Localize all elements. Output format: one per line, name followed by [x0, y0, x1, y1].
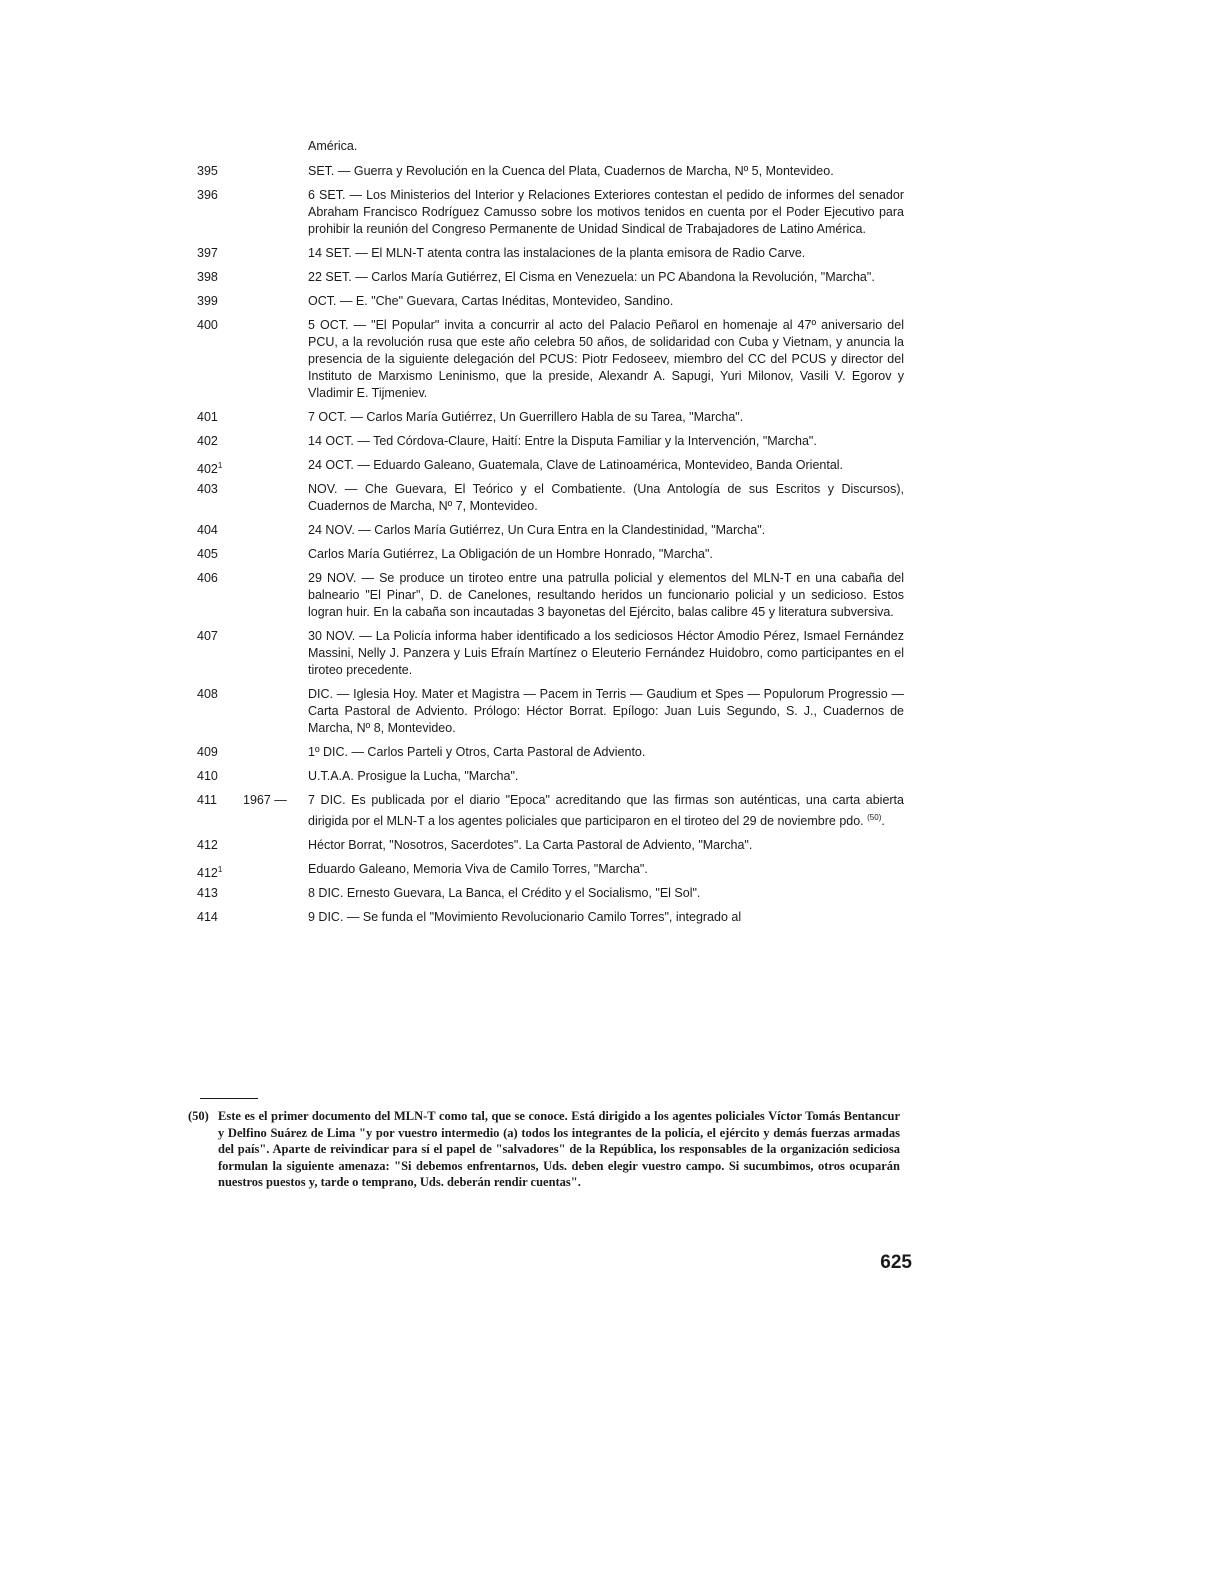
entry-text-body: 22 SET. — Carlos María Gutiérrez, El Cisma en Venezuela: un PC Abandona la Revolución, "Marcha". [308, 270, 875, 284]
entry-number-superscript: 1 [217, 461, 223, 470]
chronology-entry [0, 409, 1224, 426]
entry-number [197, 628, 247, 645]
entry-text [308, 686, 904, 737]
entry-text [308, 570, 904, 621]
chronology-entry [0, 792, 1224, 830]
entry-number [197, 245, 247, 262]
entry-text [308, 187, 904, 238]
entry-number-text: 412 [197, 838, 218, 853]
chronology-entry [0, 293, 1224, 310]
entry-number [197, 570, 247, 587]
entry-number-text: 408 [197, 687, 218, 701]
page-number: 625 [880, 1252, 912, 1273]
entry-text-body: 6 SET. — Los Ministerios del Interior y Relaciones Exteriores contestan el pedido de informes del senador Abraham Francisco Rodríguez Camusso sobre los motivos tenidos en cuenta por el Poder Ejecutivo para prohibir la reunión del Congreso Permanente de Unidad Sindical de Trabajadores de Latino América. [308, 188, 904, 236]
entry-number [197, 163, 247, 180]
chronology-entry [0, 885, 1224, 902]
entry-text-body: 5 OCT. — "El Popular" invita a concurrir al acto del Palacio Peñarol en homenaje al 47º aniversario del PCU, a la revolución rusa que este año celebra 50 años, de solidaridad con Cuba y Vietnam, y anuncia la presencia de la siguiente delegación del PCUS: Piotr Fedoseev, miembro del CC del PCUS y director del Instituto de Marxismo Leninismo, que la preside, Alexandr A. Sapugi, Yuri Milonov, Vasili V. Egorov y Vladimir E. Tijmeniev. [308, 318, 904, 400]
chronology-entry [0, 433, 1224, 450]
entry-number-text: 410 [197, 769, 218, 783]
entry-text [308, 792, 904, 830]
entry-number-text: 405 [197, 547, 218, 561]
entry-text-body: NOV. — Che Guevara, El Teórico y el Combatiente. (Una Antología de sus Escritos y Discursos), Cuadernos de Marcha, Nº 7, Montevideo. [308, 482, 904, 513]
entry-number-text: 413 [197, 886, 218, 901]
entry-number-text: 396 [197, 188, 218, 202]
entry-number [197, 481, 247, 498]
entry-number-text: 414 [197, 910, 218, 925]
entry-text [308, 885, 904, 902]
entry-text-body: 1º DIC. — Carlos Parteli y Otros, Carta Pastoral de Adviento. [308, 745, 646, 759]
footnote-marker: (50) [188, 1109, 209, 1123]
chronology-entry [0, 768, 1224, 785]
entry-text [308, 433, 904, 450]
chronology-entry [0, 187, 1224, 238]
chronology-entry [0, 481, 1224, 515]
entry-text-body: 7 DIC. Es publicada por el diario "Epoca" acreditando que las firmas son auténticas, una carta abierta dirigida por el MLN-T a los agentes policiales que participaron en el tiroteo del 29 de noviembre pdo. [308, 793, 904, 829]
entry-number [197, 293, 247, 310]
footnote [188, 1108, 900, 1191]
entry-text [308, 163, 904, 180]
entry-text [308, 744, 904, 761]
entry-number [197, 837, 247, 854]
entry-text [308, 457, 904, 474]
entry-text [308, 293, 904, 310]
entry-text [308, 269, 904, 286]
chronology-entry [0, 837, 1224, 854]
chronology-entry [0, 522, 1224, 539]
entry-number [197, 522, 247, 539]
entry-text-body: 24 NOV. — Carlos María Gutiérrez, Un Cura Entra en la Clandestinidad, "Marcha". [308, 523, 766, 537]
chronology-entry [0, 245, 1224, 262]
entry-text-body: 9 DIC. — Se funda el "Movimiento Revolucionario Camilo Torres", integrado al [308, 910, 742, 925]
entry-number-text: 402 [197, 434, 218, 448]
footnote-reference: (50) [867, 813, 882, 822]
entry-number [197, 744, 247, 761]
chronology-entry [0, 269, 1224, 286]
entry-text-body: 30 NOV. — La Policía informa haber identificado a los sediciosos Héctor Amodio Pérez, Ismael Fernández Massini, Nelly J. Panzera y Luis Efraín Martínez o Eleuterio Fernández Huidobro, como participantes en el tiroteo precedente. [308, 629, 904, 677]
entry-number [197, 768, 247, 785]
entry-text-tail: . [881, 814, 885, 829]
entry-year: 1967 — [243, 793, 287, 807]
entry-number-text: 406 [197, 571, 218, 585]
entry-text [308, 628, 904, 679]
entry-number [197, 861, 247, 882]
entry-number-text: 401 [197, 410, 218, 424]
entry-number [197, 546, 247, 563]
entry-number-text: 409 [197, 745, 218, 759]
entry-number-text: 404 [197, 523, 218, 537]
footnote-separator [200, 1098, 258, 1099]
entry-number-text: 402 [197, 462, 218, 477]
chronology-entry [0, 457, 1224, 477]
entry-text [308, 481, 904, 515]
entry-text [308, 909, 904, 926]
chronology-entry [0, 163, 1224, 180]
entry-text-body: U.T.A.A. Prosigue la Lucha, "Marcha". [308, 769, 519, 783]
entry-text-body: 7 OCT. — Carlos María Gutiérrez, Un Guerrillero Habla de su Tarea, "Marcha". [308, 410, 744, 424]
continued-text: América. [308, 139, 358, 153]
entry-number [197, 457, 247, 478]
entry-number-superscript: 1 [217, 865, 223, 875]
entry-text-body: Carlos María Gutiérrez, La Obligación de un Hombre Honrado, "Marcha". [308, 547, 713, 561]
entry-number-text: 407 [197, 629, 218, 643]
entry-text-body: Eduardo Galeano, Memoria Viva de Camilo Torres, "Marcha". [308, 862, 648, 877]
entry-number [197, 433, 247, 450]
entry-text [308, 837, 904, 854]
entry-number [197, 317, 247, 334]
chronology-entry [0, 686, 1224, 737]
entry-text-body: 14 SET. — El MLN-T atenta contra las instalaciones de la planta emisora de Radio Carve. [308, 246, 806, 260]
entry-text [308, 409, 904, 426]
chronology-entry [0, 570, 1224, 621]
chronology-entry [0, 909, 1224, 926]
entry-number [197, 792, 247, 809]
entry-text [308, 522, 904, 539]
entry-text-body: 24 OCT. — Eduardo Galeano, Guatemala, Clave de Latinoamérica, Montevideo, Banda Oriental. [308, 458, 844, 472]
chronology-entry [0, 744, 1224, 761]
footnote-text: Este es el primer documento del MLN-T como tal, que se conoce. Está dirigido a los agentes policiales Víctor Tomás Bentancur y Delfino Suárez de Lima "y por vuestro intermedio (a) todos los integrantes de la policía, el ejército y demás fuerzas armadas del país". Aparte de reivindicar para sí el papel de "salvadores" de la República, los responsables de la organización sediciosa formulan la siguiente amenaza: "Si debemos enfrentarnos, Uds. deben elegir vuestro campo. Si sucumbimos, otros ocuparán nuestros puestos y, tarde o temprano, Uds. deberán rendir cuentas". [218, 1109, 900, 1189]
chronology-entry [0, 628, 1224, 679]
chronology-list [0, 163, 1224, 933]
entry-number [197, 909, 247, 926]
entry-number-text: 397 [197, 246, 218, 260]
entry-number [197, 269, 247, 286]
entry-number-text: 395 [197, 164, 218, 178]
entry-text [308, 861, 904, 878]
entry-number-text: 398 [197, 270, 218, 284]
entry-text-body: 29 NOV. — Se produce un tiroteo entre una patrulla policial y elementos del MLN-T en una cabaña del balneario "El Pinar", D. de Canelones, resultando heridos un funcionario policial y un sedicioso. Estos logran huir. En la cabaña son incautadas 3 bayonetas del Ejército, balas calibre 45 y literatura subversiva. [308, 571, 904, 619]
entry-number [197, 885, 247, 902]
entry-number [197, 187, 247, 204]
entry-text-body: SET. — Guerra y Revolución en la Cuenca del Plata, Cuadernos de Marcha, Nº 5, Montevideo. [308, 164, 834, 178]
entry-text-body: 14 OCT. — Ted Córdova-Claure, Haití: Entre la Disputa Familiar y la Intervención, "Marcha". [308, 434, 817, 448]
entry-text [308, 546, 904, 563]
entry-text-body: OCT. — E. "Che" Guevara, Cartas Inéditas, Montevideo, Sandino. [308, 294, 674, 308]
chronology-entry [0, 546, 1224, 563]
entry-number [197, 409, 247, 426]
entry-number-text: 411 [197, 793, 217, 807]
entry-number-text: 400 [197, 318, 218, 332]
entry-text [308, 317, 904, 402]
entry-text [308, 768, 904, 785]
entry-text [308, 245, 904, 262]
chronology-entry [0, 861, 1224, 881]
entry-number [197, 686, 247, 703]
entry-text-body: DIC. — Iglesia Hoy. Mater et Magistra — Pacem in Terris — Gaudium et Spes — Populorum Progressio — Carta Pastoral de Adviento. Prólogo: Héctor Borrat. Epílogo: Juan Luis Segundo, S. J., Cuadernos de Marcha, Nº 8, Montevideo. [308, 687, 904, 735]
entry-number-text: 403 [197, 482, 218, 496]
chronology-entry [0, 317, 1224, 402]
entry-number-text: 412 [197, 866, 218, 881]
entry-text-body: 8 DIC. Ernesto Guevara, La Banca, el Crédito y el Socialismo, "El Sol". [308, 886, 701, 901]
entry-number-text: 399 [197, 294, 218, 308]
entry-text-body: Héctor Borrat, "Nosotros, Sacerdotes". La Carta Pastoral de Adviento, "Marcha". [308, 838, 753, 853]
